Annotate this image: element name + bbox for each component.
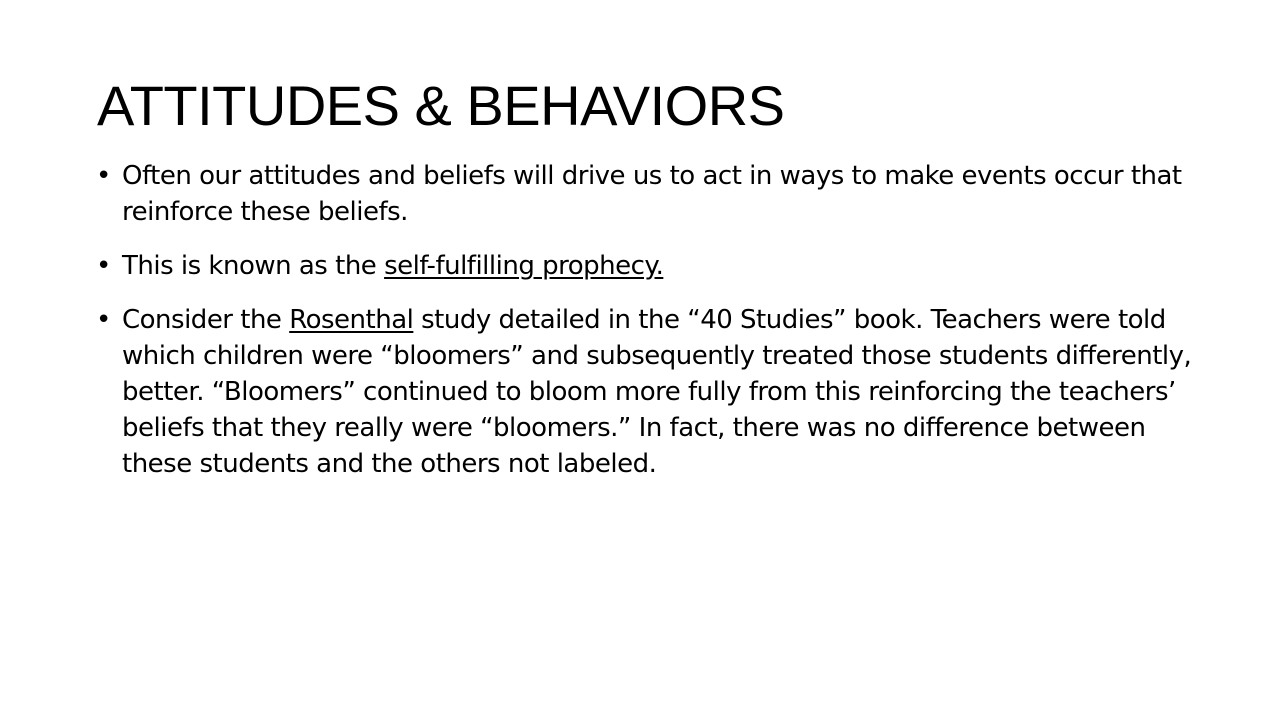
bullet-item: [122, 248, 1212, 284]
bullet-item: [122, 158, 1212, 230]
underlined-term: self-fulfilling prophecy.: [384, 251, 664, 281]
bullet-text: study detailed in the “40 Studies” book. Teachers were told which children were “bloomers” and subsequently treated those students differently, better. “Bloomers” continued to bloom more fully from this reinforcing the teachers’ beliefs that they really were “bloomers.” In fact, there was no difference between these students and the others not labeled.: [122, 305, 1192, 479]
bullet-list: [122, 158, 1212, 500]
underlined-term: Rosenthal: [289, 305, 414, 335]
bullet-text: Often our attitudes and beliefs will drive us to act in ways to make events occur that reinforce these beliefs.: [122, 161, 1182, 227]
bullet-item: [122, 302, 1212, 482]
bullet-text: This is known as the: [122, 251, 385, 281]
slide-title: ATTITUDES & BEHAVIORS: [97, 74, 785, 137]
bullet-text: Consider the: [122, 305, 290, 335]
